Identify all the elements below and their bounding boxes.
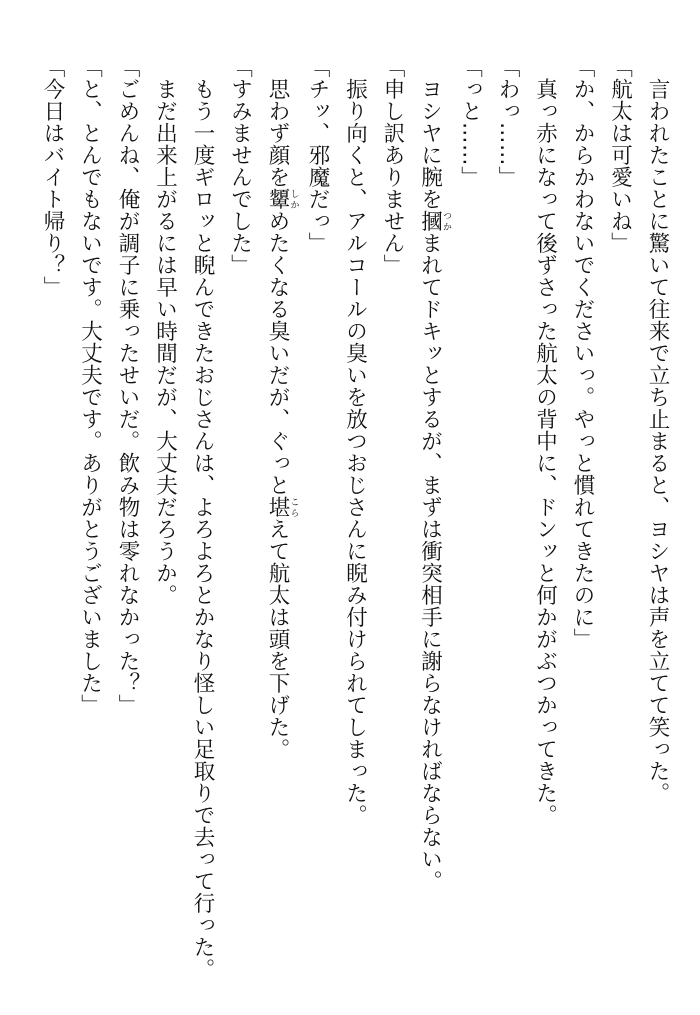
text-segment: 「ごめんね、俺が調子に乗ったせいだ。飲み物は零れなかった？」 [115,56,140,716]
text-segment: 真っ赤になって後ずさった航太の背中に、ドンッと何かがぶつかってきた。 [532,56,558,826]
text-segment: 「申し訳ありません」 [380,56,405,276]
text-segment: 「っと……」 [457,56,483,188]
text-line [601,56,639,956]
text-segment: えて航太は頭を下げた。 [265,518,290,760]
ruby-word [265,188,299,210]
ruby-base: 摑 [417,210,443,232]
text-segment: 「すみませんでした」 [227,56,253,276]
ruby-reading: こら [288,496,299,518]
ruby-reading: つか [441,210,451,232]
text-segment: 「か、からかわないでくださいっ。やっと慣れてきたのに」 [570,56,595,650]
text-line [639,56,677,956]
text-line [71,56,109,956]
text-line [109,56,147,956]
text-segment: 思わず顔を [265,56,290,188]
text-line [374,56,412,956]
text-segment: 振り向くと、アルコールの臭いを放つおじさんに睨み付けられてしまった。 [342,56,368,826]
ruby-base: 顰 [265,188,290,210]
text-line [489,56,527,956]
text-line [146,56,184,956]
text-segment: もう一度ギロッと睨んできたおじさんは、よろよろとかなり怪しい足取りで去って行った。 [190,56,215,980]
text-segment: 言われたことに驚いて往来で立ち止まると、ヨシヤは声を立てて笑った。 [645,56,670,804]
text-line [336,56,374,956]
text-line [411,56,451,956]
text-segment: 「今日はバイト帰り？」 [40,56,65,298]
text-line [451,56,489,956]
text-segment: めたくなる臭いだが、ぐっと [265,210,290,496]
text-segment: 「わっ……」 [495,56,520,188]
ruby-word [265,496,299,518]
ruby-reading: しか [288,188,299,210]
ruby-word [417,210,451,232]
text-line [564,56,602,956]
text-segment: 「と、とんでもないです。大丈夫です。ありがとうございました」 [77,56,103,716]
text-line [259,56,299,956]
text-segment: ヨシヤに腕を [417,56,443,210]
text-line [526,56,564,956]
text-segment: まれてドキッとするが、まずは衝突相手に謝らなければならない。 [417,232,443,892]
text-line [221,56,259,956]
text-line [34,56,72,956]
vertical-text-body [34,56,677,980]
text-segment: 「チッ、邪魔だっ」 [305,56,330,254]
text-line [184,56,222,980]
text-segment: 「航太は可愛いね」 [607,56,633,254]
ruby-base: 堪 [265,496,290,518]
text-segment: まだ出来上がるには早い時間だが、大丈夫だろうか。 [152,56,178,606]
text-line [299,56,337,956]
